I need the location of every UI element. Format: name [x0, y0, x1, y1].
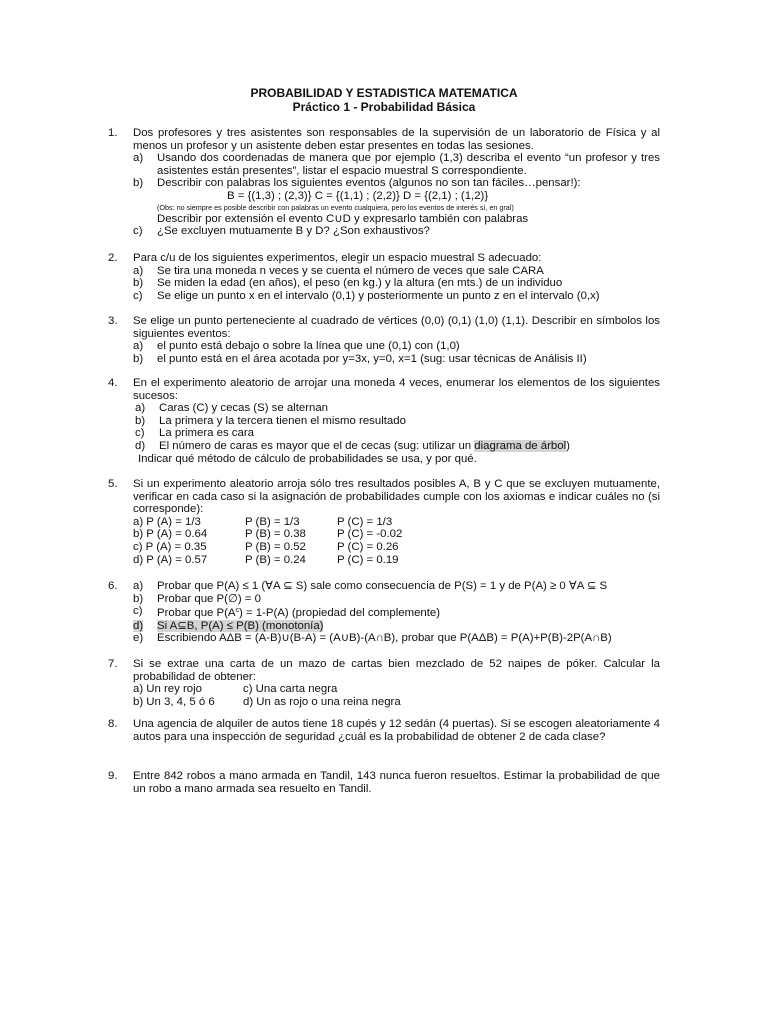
item-label: a)	[133, 340, 144, 353]
question-number: 6.	[108, 580, 118, 592]
table-cell: d) P (A) = 0.57	[133, 553, 208, 566]
item-text: Probar que P(A) ≤ 1 (∀A ⊆ S) sale como consecuencia de P(S) = 1 y de P(A) ≥ 0 ∀A ⊆ S	[157, 580, 608, 592]
question-number: 2.	[108, 252, 118, 264]
item-label: c)	[133, 605, 143, 618]
item-label: a)	[133, 152, 144, 165]
table-cell: b) P (A) = 0.64	[133, 528, 208, 541]
item-text-start: Probar que P(A	[157, 607, 236, 620]
question-6	[108, 580, 660, 645]
item-label: a)	[133, 264, 144, 277]
question-text: Se elige un punto perteneciente al cuadrado de vértices (0,0) (0,1) (1,0) (1,1). Describir en símbolos los siguientes eventos:	[133, 315, 660, 340]
table-cell: P (C) = -0.02	[337, 528, 403, 541]
question-9	[108, 770, 660, 795]
item-text: Describir con palabras los siguientes eventos (algunos no son tan fáciles…pensar!):	[157, 177, 581, 190]
item-text-end: ) = 1-P(A) (propiedad del complemente)	[239, 607, 441, 620]
question-7	[108, 658, 660, 708]
item-b	[133, 593, 660, 606]
item-text: La primera es cara	[159, 427, 254, 440]
question-text: Si un experimento aleatorio arroja sólo tres resultados posibles A, B y C que se excluyen mutuamente, verificar en cada caso si la asignación de probabilidades cumple con los axiomas e indicar cuáles no (si corresponde):	[133, 478, 660, 516]
item-label: a)	[133, 580, 144, 592]
item-text: el punto está en el área acotada por y=3x, y=0, x=1 (sug: usar técnicas de Análisis II)	[157, 352, 587, 365]
question-4	[108, 377, 660, 465]
item-c	[135, 427, 660, 440]
table-cell: P (C) = 1/3	[337, 515, 393, 528]
item-c	[133, 290, 660, 303]
question-number: 3.	[108, 315, 118, 327]
item-b	[135, 415, 660, 428]
item-a	[133, 340, 660, 353]
highlighted-text: Si A⊆B, P(A) ≤ P(B) (monotonía)	[157, 619, 324, 632]
item-label: e)	[133, 632, 144, 645]
item-a	[133, 152, 660, 177]
event-sets: B = {(1,3) ; (2,3)} C = {(1,1) ; (2,2)} D = {(2,1) ; (1,2)}	[227, 189, 489, 202]
table-cell: b) Un 3, 4, 5 ó 6	[133, 695, 215, 708]
question-text: Entre 842 robos a mano armada en Tandil, 143 nunca fueron resueltos. Estimar la probabilidad de que un robo a mano armada sea resuelto en Tandil.	[133, 770, 660, 795]
item-d	[135, 440, 660, 453]
item-e	[133, 632, 660, 645]
highlighted-text: diagrama de árbol	[474, 439, 567, 452]
item-text: Probar que P(∅) = 0	[157, 592, 261, 605]
question-number: 5.	[108, 478, 118, 490]
item-text: La primera y la tercera tienen el mismo resultado	[159, 414, 406, 427]
item-text: Caras (C) y cecas (S) se alternan	[159, 402, 329, 415]
table-cell: P (B) = 0.24	[245, 553, 306, 566]
question-8	[108, 718, 660, 743]
item-text: Usando dos coordenadas de manera que por ejemplo (1,3) describa el evento “un profesor y tres asistentes están presentes”, listar el espacio muestral S correspondiente.	[157, 152, 660, 177]
item-text: Se elige un punto x en el intervalo (0,1) y posteriormente un punto z en el intervalo (0,x)	[157, 289, 600, 302]
question-3	[108, 315, 660, 365]
item-text: el punto está debajo o sobre la línea que une (0,1) con (1,0)	[157, 340, 460, 353]
table-cell: P (C) = 0.26	[337, 540, 399, 553]
question-text: Una agencia de alquiler de autos tiene 18 cupés y 12 sedán (4 puertas). Si se escogen aleatoriamente 4 autos para una inspección de seguridad ¿cuál es la probabilidad de obtener 2 de cada clase?	[133, 718, 660, 743]
item-label: a)	[135, 402, 146, 415]
complement-superscript: c	[235, 607, 240, 615]
question-5	[108, 478, 660, 566]
item-d	[133, 620, 660, 633]
document-header	[0, 86, 768, 114]
item-label: b)	[135, 414, 146, 427]
question-2	[108, 252, 660, 302]
item-text-start: El número de caras es mayor que el de cecas (sug: utilizar un	[159, 439, 475, 452]
item-a	[133, 580, 660, 593]
question-1	[108, 127, 660, 238]
item-a	[135, 402, 660, 415]
question-number: 8.	[108, 718, 118, 730]
item-label: b)	[133, 177, 144, 190]
table-cell: a) Un rey rojo	[133, 683, 203, 696]
item-label: c)	[135, 427, 145, 440]
table-cell: P (B) = 0.52	[245, 540, 306, 553]
question-text: Para c/u de los siguientes experimentos, elegir un espacio muestral S adecuado:	[133, 252, 542, 264]
probability-table	[133, 516, 660, 566]
item-text	[157, 605, 660, 620]
table-cell: c) Una carta negra	[243, 683, 338, 696]
item-text-end: )	[566, 439, 570, 452]
question-number: 4.	[108, 377, 118, 389]
question-number: 9.	[108, 770, 118, 782]
item-c	[133, 225, 660, 238]
item-b	[133, 277, 660, 290]
item-b	[133, 353, 660, 366]
question-text: Dos profesores y tres asistentes son responsables de la supervisión de un laboratorio de Física y al menos un profesor y un asistente deben estar presentes en todas las sesiones.	[133, 127, 660, 152]
item-label: c)	[133, 289, 143, 302]
item-b	[133, 177, 660, 225]
table-cell: a) P (A) = 1/3	[133, 515, 201, 528]
table-cell: P (B) = 0.38	[245, 528, 306, 541]
document-title: PROBABILIDAD Y ESTADISTICA MATEMATICA	[250, 86, 518, 100]
item-extra: Describir por extensión el evento C∪D y expresarlo también con palabras	[157, 212, 529, 225]
question-number: 7.	[108, 658, 118, 670]
table-cell: d) Un as rojo o una reina negra	[243, 695, 401, 708]
item-label: d)	[133, 619, 144, 632]
item-text	[159, 440, 660, 453]
options-table	[133, 683, 660, 708]
question-text: En el experimento aleatorio de arrojar una moneda 4 veces, enumerar los elementos de los siguientes sucesos:	[133, 377, 660, 402]
item-label: c)	[133, 225, 143, 238]
item-label: b)	[133, 352, 144, 365]
item-c	[133, 605, 660, 620]
item-label: b)	[133, 277, 144, 290]
table-cell: P (C) = 0.19	[337, 553, 399, 566]
observation-note: (Obs: no siempre es posible describir con palabras un evento cualquiera, pero los eventos de interés sí, en gral)	[157, 202, 514, 212]
item-text: Escribiendo AΔB = (A-B)∪(B-A) = (A∪B)-(A∩B), probar que P(AΔB) = P(A)+P(B)-2P(A∩B)	[157, 632, 612, 645]
item-a	[133, 265, 660, 278]
item-text: Se tira una moneda n veces y se cuenta el número de veces que sale CARA	[157, 264, 544, 277]
question-number: 1.	[108, 127, 118, 139]
question-text: Si se extrae una carta de un mazo de cartas bien mezclado de 52 naipes de póker. Calcular la probabilidad de obtener:	[133, 658, 660, 683]
table-cell: c) P (A) = 0.35	[133, 540, 207, 553]
item-label: b)	[133, 592, 144, 605]
item-text: ¿Se excluyen mutuamente B y D? ¿Son exhaustivos?	[157, 225, 430, 238]
table-cell: P (B) = 1/3	[245, 515, 300, 528]
item-label: d)	[135, 439, 146, 452]
document-subtitle: Práctico 1 - Probabilidad Básica	[292, 100, 476, 114]
item-text: Se miden la edad (en años), el peso (en kg.) y la altura (en mts.) de un individuo	[157, 277, 563, 290]
question-closing: Indicar qué método de cálculo de probabilidades se usa, y por qué.	[138, 452, 477, 465]
